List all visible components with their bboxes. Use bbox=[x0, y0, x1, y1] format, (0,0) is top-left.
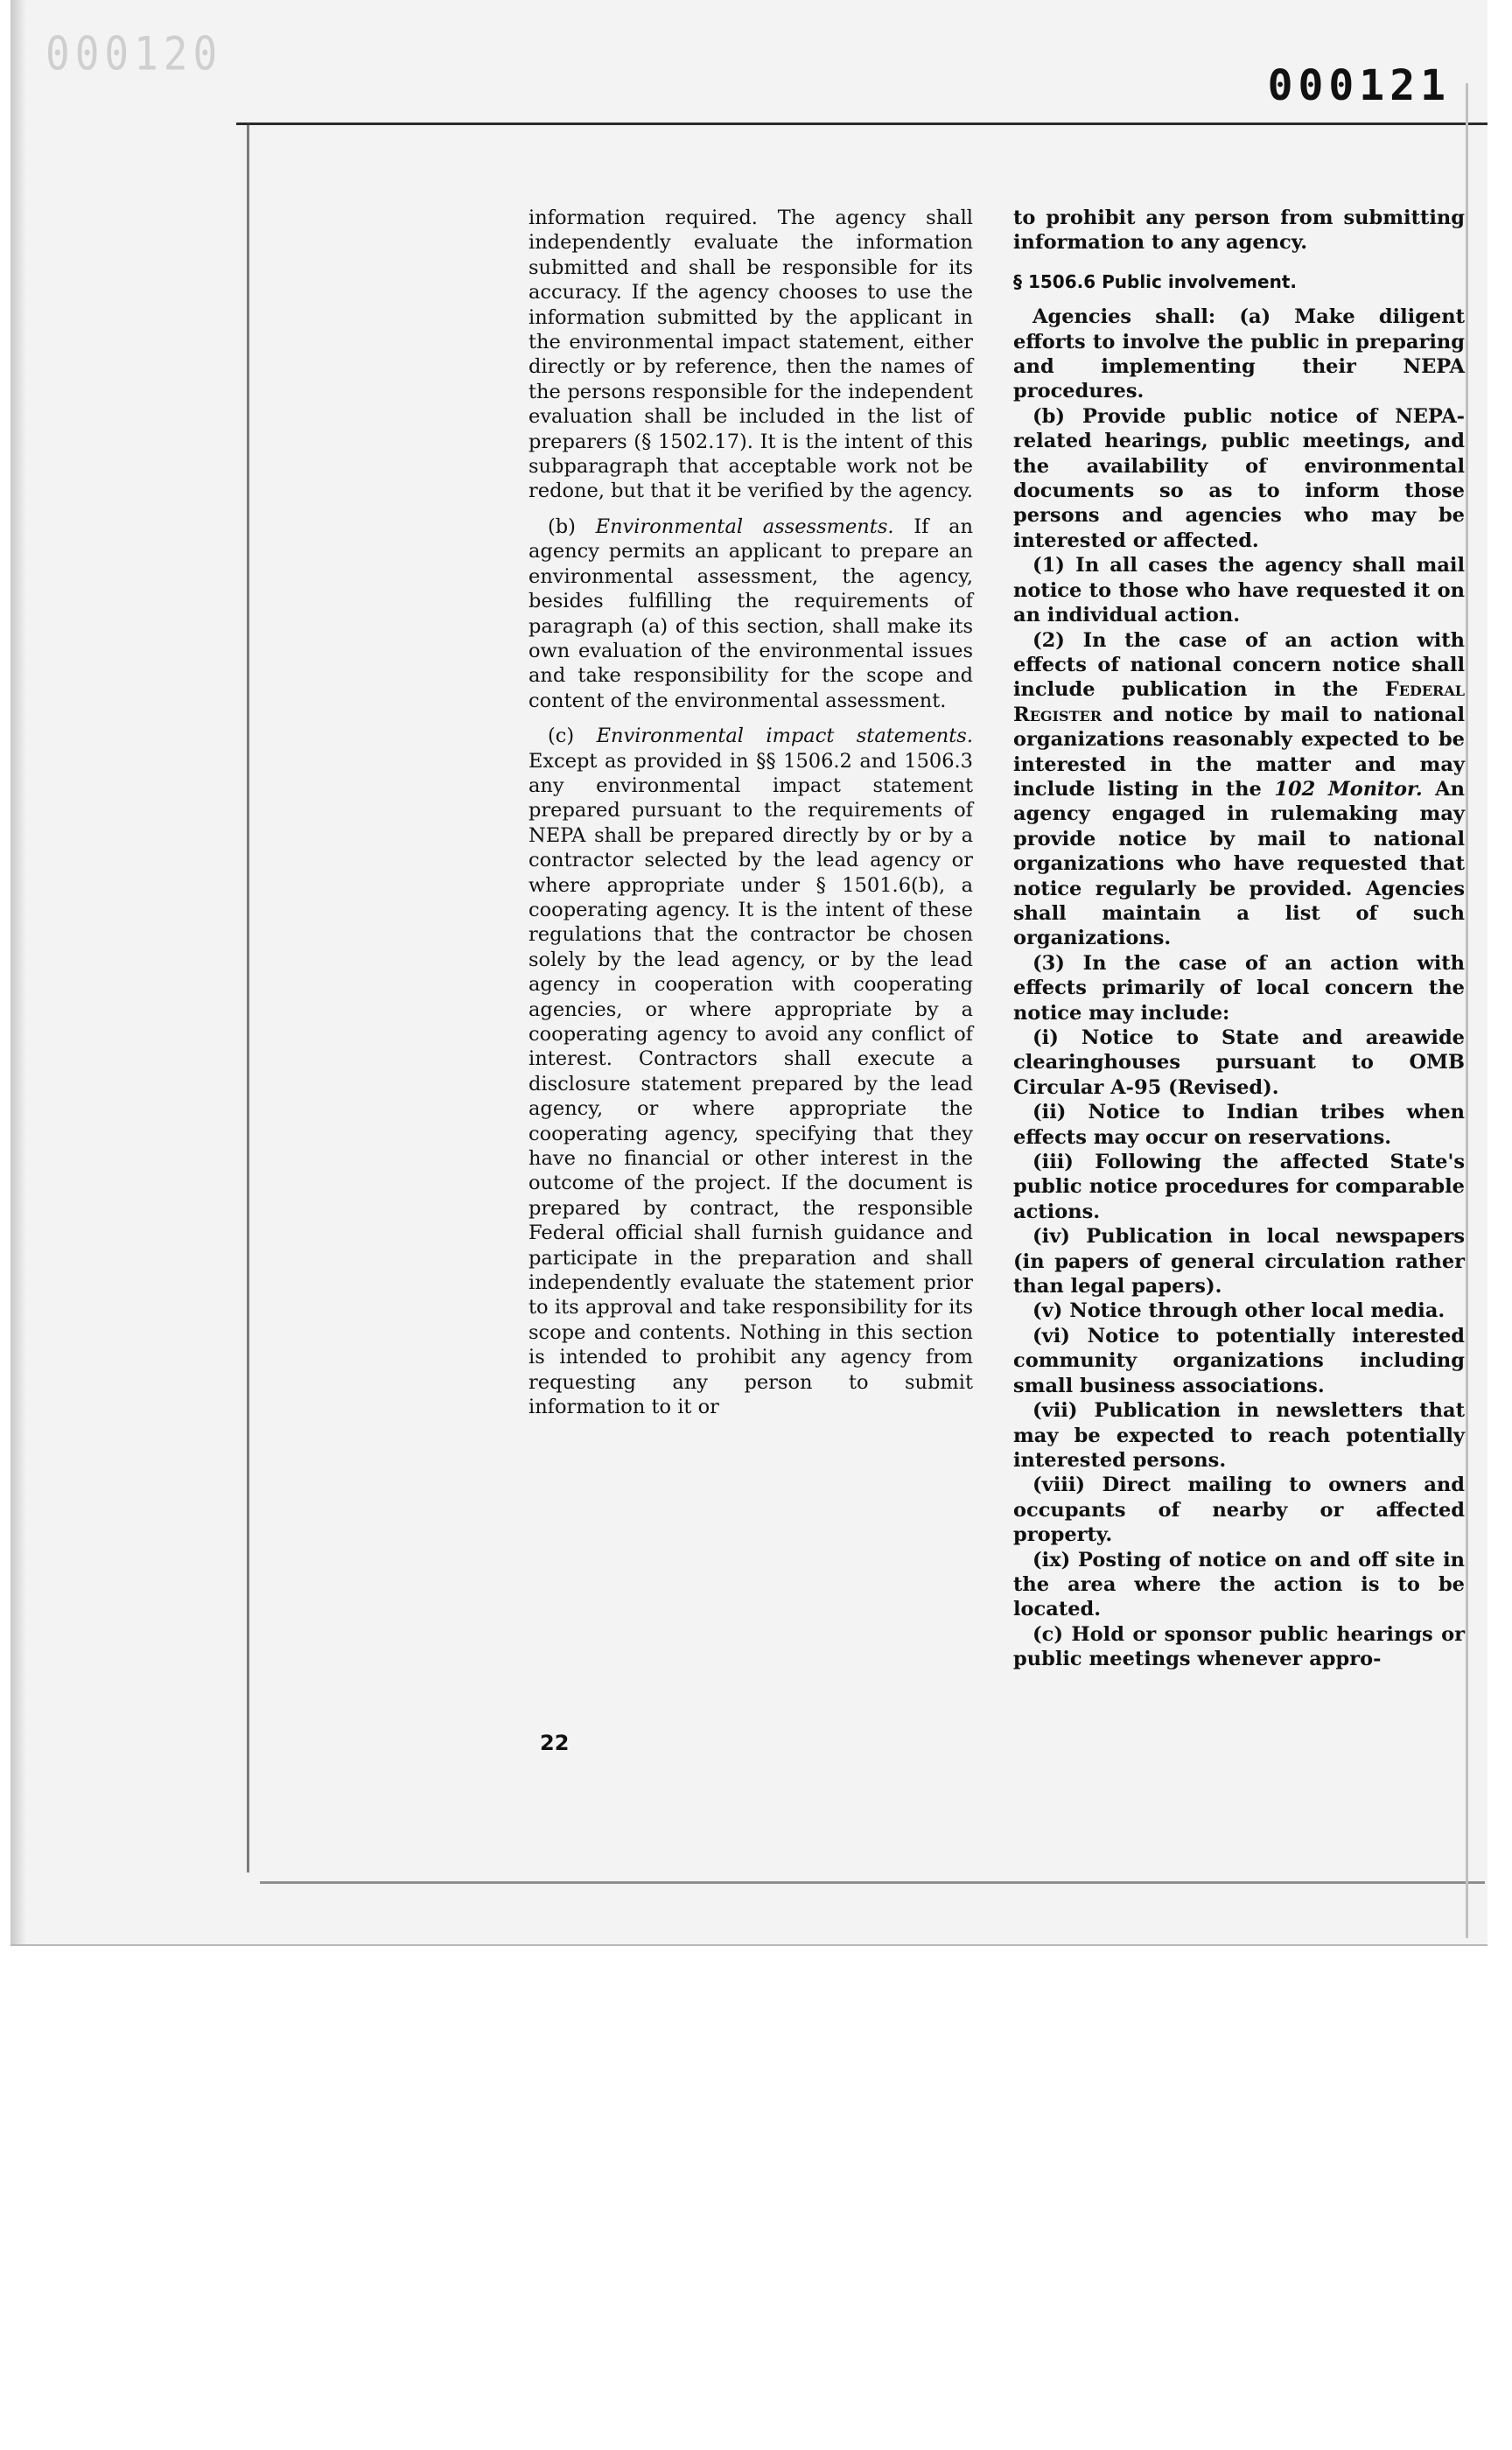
paragraph-continuation: information required. The agency shall independently evaluate the information submitted and shall be responsible for its accuracy. If the agency chooses to use the information submitted by the applicant in the environmental impact statement, either directly or by reference, then the names of the persons responsible for the independent evaluation shall be included in the list of preparers (§ 1502.17). It is the intent of this subparagraph that acceptable work not be redone, but that it be verified by the agency. bbox=[528, 206, 973, 503]
list-item: (vi) Notice to potentially interested community organizations including small business associations. bbox=[1013, 1324, 1465, 1397]
left-binding-rule bbox=[247, 122, 249, 1872]
continuation-text: to prohibit any person from submitting information to any agency. bbox=[1013, 206, 1465, 255]
list-item: (iv) Publication in local newspapers (in papers of general circulation rather than legal papers). bbox=[1013, 1225, 1465, 1298]
bottom-rule bbox=[260, 1881, 1485, 1884]
right-page-edge bbox=[1466, 83, 1468, 1938]
paragraph-b-assessments: (b) Environmental assessments. If an agency permits an applicant to prepare an environmental assessment, the agency, besides fulfilling the requirements of paragraph (a) of this section, shall make its own evaluation of the environmental issues and take responsibility for the scope and content of the environmental assessment. bbox=[528, 514, 973, 712]
paragraph-b: (b) Provide public notice of NEPA-related hearings, public meetings, and the availability of environmental documents so as to inform those persons and agencies who may be interested or affected. bbox=[1013, 404, 1465, 552]
paragraph-c: (c) Hold or sponsor public hearings or public meetings whenever appro- bbox=[1013, 1622, 1465, 1671]
bleed-through-stamp: 000120 bbox=[46, 25, 223, 81]
list-item: (ii) Notice to Indian tribes when effects may occur on reservations. bbox=[1013, 1101, 1465, 1149]
scanned-page bbox=[10, 0, 1488, 1946]
paragraph-b3: (3) In the case of an action with effects primarily of local concern the notice may include: bbox=[1013, 951, 1465, 1025]
page-number: 22 bbox=[540, 1731, 570, 1755]
list-item: (vii) Publication in newsletters that may be expected to reach potentially interested persons. bbox=[1013, 1399, 1465, 1472]
section-heading: § 1506.6 Public involvement. bbox=[1013, 270, 1297, 292]
top-rule bbox=[236, 122, 1488, 125]
list-item: (ix) Posting of notice on and off site in the area where the action is to be located. bbox=[1013, 1548, 1465, 1621]
list-item: (viii) Direct mailing to owners and occupants of nearby or affected property. bbox=[1013, 1474, 1465, 1547]
paragraph-c-impact-statements: (c) Environmental impact statements. Except as provided in §§ 1506.2 and 1506.3 any environmental impact statement prepared pursuant to the requirements of NEPA shall be prepared directly by or by a contractor selected by the lead agency or where appropriate under § 1501.6(b), a cooperating agency. It is the intent of these regulations that the contractor be chosen solely by the lead agency, or by the lead agency in cooperation with cooperating agencies, or where appropriate by a cooperating agency to avoid any conflict of interest. Contractors shall execute a disclosure statement prepared by the lead agency, or where appropriate the cooperating agency, specifying that they have no financial or other interest in the outcome of the project. If the document is prepared by contract, the responsible Federal official shall furnish guidance and participate in the preparation and shall independently evaluate the statement prior to its approval and take responsibility for its scope and contents. Nothing in this section is intended to prohibit any agency from requesting any person to submit information to it or bbox=[528, 724, 973, 1419]
list-item: (i) Notice to State and areawide clearinghouses pursuant to OMB Circular A-95 (Revised). bbox=[1013, 1026, 1465, 1099]
list-item: (v) Notice through other local media. bbox=[1032, 1299, 1446, 1323]
left-text-column bbox=[528, 206, 973, 1420]
paragraph-b2: (2) In the case of an action with effects of national concern notice shall include publication in the Federal Register and notice by mail to national organizations reasonably expected to be interested in the matter and may include listing in the 102 Monitor. An agency engaged in rulemaking may provide notice by mail to national organizations who have requested that notice regularly be provided. Agencies shall maintain a list of such organizations. bbox=[1013, 628, 1465, 950]
paragraph-b1: (1) In all cases the agency shall mail notice to those who have requested it on an individual action. bbox=[1013, 554, 1465, 627]
intro-paragraph: Agencies shall: (a) Make diligent efforts to involve the public in preparing and implementing their NEPA procedures. bbox=[1013, 305, 1465, 403]
document-number-stamp: 000121 bbox=[1267, 61, 1451, 110]
right-text-column bbox=[1013, 206, 1465, 1672]
list-item: (iii) Following the affected State's public notice procedures for comparable actions. bbox=[1013, 1151, 1465, 1223]
